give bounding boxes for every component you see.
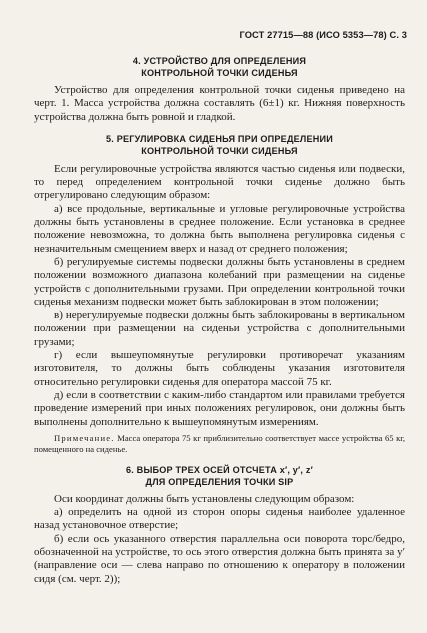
note-label: Примечание. bbox=[54, 432, 115, 443]
section-5-item-v: в) нерегулируемые подвески должны быть заблокированы в вертикальном положении при размещении на сиденьи устройства с дополнительными грузами; bbox=[34, 309, 405, 348]
section-5-title-line-2: КОНТРОЛЬНОЙ ТОЧКИ СИДЕНЬЯ bbox=[141, 145, 298, 156]
section-5-item-a: а) все продольные, вертикальные и угловые регулировочные устройства должны быть установлены в среднее положение. Если установка в среднее положение невозможна, то должна быть выполнена регулировка сиденья с незначительным смещением вверх и назад от среднего положения; bbox=[34, 202, 405, 255]
section-5-note bbox=[34, 433, 405, 455]
section-6-intro: Оси координат должны быть установлены следующим образом: bbox=[54, 492, 355, 505]
section-5-item-d: д) если в соответствии с каким-либо стандартом или правилами требуется проведение измерений при иных положениях регулировок, они должны быть выполнены дополнительно к вышеупомянутым измерениям. bbox=[34, 388, 405, 428]
section-5-intro: Если регулировочные устройства являются частью сиденья или подвески, то перед определением контрольной точки сиденье должно быть отрегулировано следующим образом: bbox=[34, 162, 405, 202]
section-4-title-line-2: КОНТРОЛЬНОЙ ТОЧКИ СИДЕНЬЯ bbox=[141, 68, 298, 78]
section-6-title-line-2: ДЛЯ ОПРЕДЕЛЕНИЯ ТОЧКИ SIP bbox=[145, 476, 294, 487]
section-5-item-g: г) если вышеупомянутые регулировки противоречат указаниям изготовителя, то должны быть соблюдены указания изготовителя относительно регулировки сиденья для оператора массой 75 кг. bbox=[34, 349, 405, 388]
section-6-title bbox=[34, 464, 405, 488]
section-6-item-b: б) если ось указанного отверстия параллельна оси поворота торс/бедро, обозначенной на устройстве, то ось этого отверстия должна быть принята за y′ (направление оси — слева направо по отношению к оператору в положении сидя (см. черт. 2)); bbox=[34, 532, 405, 585]
section-5-title bbox=[34, 133, 405, 157]
section-5-item-b: б) регулируемые системы подвески должны быть установлены в среднем положении возможного диапазона колебаний при размещении на сиденье устройств с дополнительными грузами. При определении контрольной точки сиденья механизм подвески может быть заблокирован в этом положении; bbox=[34, 255, 405, 308]
section-6-title-line-1: 6. ВЫБОР ТРЕХ ОСЕЙ ОТСЧЕТА x′, y′, z′ bbox=[125, 464, 314, 475]
section-6-item-a: а) определить на одной из сторон опоры сиденья наиболее удаленное назад установочное отверстие; bbox=[34, 506, 405, 532]
note-text: Масса оператора 75 кг приблизительно соответствует массе устройства 65 кг, помещенного на сиденье. bbox=[34, 432, 405, 454]
section-4-title-line-1: 4. УСТРОЙСТВО ДЛЯ ОПРЕДЕЛЕНИЯ bbox=[132, 56, 307, 66]
section-4-title bbox=[34, 55, 405, 79]
section-5-title-line-1: 5. РЕГУЛИРОВКА СИДЕНЬЯ ПРИ ОПРЕДЕЛЕНИИ bbox=[106, 133, 333, 144]
section-4-paragraph: Устройство для определения контрольной точки сиденья приведено на черт. 1. Масса устройства должна составлять (6±1) кг. Нижняя поверхность устройства должна быть ровной и гладкой. bbox=[34, 84, 405, 123]
page-header: ГОСТ 27715—88 (ИСО 5353—78) С. 3 bbox=[239, 30, 407, 40]
